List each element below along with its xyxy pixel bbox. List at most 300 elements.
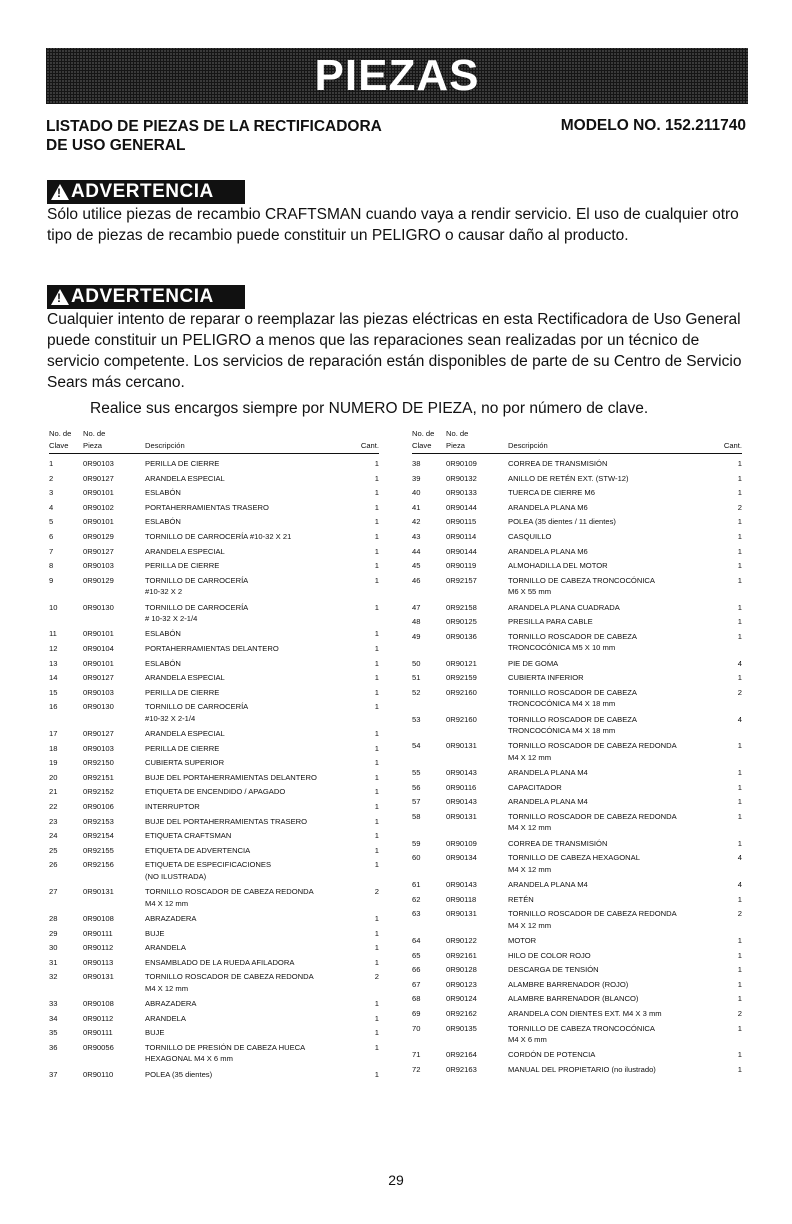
table-row: [412, 672, 742, 687]
quantity: 1: [737, 546, 742, 556]
quantity: 2: [374, 887, 379, 897]
col-key-header: No. de Clave: [412, 429, 435, 450]
key-number: 30: [49, 943, 58, 953]
quantity: 1: [374, 561, 379, 571]
part-number: 0R90103: [83, 743, 114, 753]
part-description: TORNILLO ROSCADOR DE CABEZA REDONDA M4 X 12 mm: [508, 909, 677, 930]
list-title: [46, 117, 382, 155]
table-row: [49, 575, 379, 602]
model-number: MODELO NO. 152.211740: [560, 117, 746, 134]
part-number: 0R92158: [446, 602, 477, 612]
table-row: [412, 575, 742, 602]
key-number: 33: [49, 999, 58, 1009]
key-number: 71: [412, 1050, 421, 1060]
quantity: 1: [737, 617, 742, 627]
part-description: ARANDELA PLANA M6: [508, 546, 588, 556]
part-description: CAPACITADOR: [508, 782, 562, 792]
table-row: [49, 701, 379, 728]
key-number: 10: [49, 602, 58, 612]
quantity: 1: [374, 845, 379, 855]
quantity: 1: [374, 546, 379, 556]
quantity: 1: [374, 502, 379, 512]
table-row: [412, 487, 742, 502]
table-row: [49, 516, 379, 531]
key-number: 41: [412, 502, 421, 512]
part-number: 0R90104: [83, 643, 114, 653]
key-number: 14: [49, 673, 58, 683]
key-number: 20: [49, 772, 58, 782]
table-row: [49, 971, 379, 998]
part-number: 0R90131: [446, 741, 477, 751]
part-number: 0R90101: [83, 488, 114, 498]
part-number: 0R90127: [83, 473, 114, 483]
table-row: [412, 879, 742, 894]
part-number: 0R90124: [446, 994, 477, 1004]
part-number: 0R92154: [83, 831, 114, 841]
warning-triangle-icon: [51, 184, 69, 200]
part-number: 0R90121: [446, 658, 477, 668]
order-note: Realice sus encargos siempre por NUMERO DE PIEZA, no por número de clave.: [90, 400, 649, 417]
part-number: 0R90113: [83, 957, 114, 967]
table-row: [49, 816, 379, 831]
part-number: 0R90122: [446, 936, 477, 946]
quantity: 4: [737, 714, 742, 724]
part-description: TORNILLO ROSCADOR DE CABEZA REDONDA M4 X 12 mm: [145, 972, 314, 993]
key-number: 45: [412, 561, 421, 571]
part-number: 0R90125: [446, 617, 477, 627]
table-row: [49, 1027, 379, 1042]
key-number: 47: [412, 602, 421, 612]
col-qty-header: Cant.: [360, 440, 379, 450]
part-number: 0R90114: [446, 531, 477, 541]
key-number: 4: [49, 502, 54, 512]
warning-badge-label: ADVERTENCIA: [71, 286, 214, 307]
part-description: ARANDELA ESPECIAL: [145, 546, 225, 556]
part-number: 0R90101: [83, 517, 114, 527]
quantity: 1: [737, 517, 742, 527]
part-description: CORREA DE TRANSMISIÓN: [508, 838, 608, 848]
quantity: 4: [737, 658, 742, 668]
part-number: 0R90109: [446, 838, 477, 848]
quantity: 1: [374, 517, 379, 527]
part-number: 0R90134: [446, 853, 477, 863]
key-number: 11: [49, 629, 57, 639]
list-title-line1: LISTADO DE PIEZAS DE LA RECTIFICADORA: [46, 118, 382, 135]
col-qty-header: Cant.: [723, 440, 742, 450]
part-number: 0R90111: [83, 1028, 113, 1038]
part-number: 0R90131: [83, 972, 114, 982]
table-row: [49, 643, 379, 658]
quantity: 1: [374, 802, 379, 812]
quantity: 1: [374, 1028, 379, 1038]
quantity: 1: [737, 979, 742, 989]
col-key-header: No. de Clave: [49, 429, 72, 450]
table-row: [412, 546, 742, 561]
key-number: 39: [412, 473, 421, 483]
quantity: 1: [374, 459, 379, 468]
quantity: 1: [374, 772, 379, 782]
quantity: 1: [374, 473, 379, 483]
key-number: 53: [412, 714, 421, 724]
part-description: TORNILLO DE CABEZA HEXAGONAL M4 X 12 mm: [508, 853, 640, 874]
quantity: 1: [374, 758, 379, 768]
part-number: 0R90112: [83, 1013, 114, 1023]
part-number: 0R90123: [446, 979, 477, 989]
quantity: 1: [374, 943, 379, 953]
part-number: 0R90131: [446, 909, 477, 919]
table-row: [49, 531, 379, 546]
key-number: 31: [49, 957, 58, 967]
part-number: 0R90143: [446, 797, 477, 807]
key-number: 40: [412, 488, 421, 498]
part-description: PERILLA DE CIERRE: [145, 687, 220, 697]
key-number: 17: [49, 729, 58, 739]
part-description: ESLABÓN: [145, 629, 181, 639]
table-row: [49, 687, 379, 702]
part-description: TORNILLO DE PRESIÓN DE CABEZA HUECA HEXAGONAL M4 X 6 mm: [145, 1043, 306, 1064]
part-number: 0R90101: [83, 658, 114, 668]
table-row: [412, 964, 742, 979]
part-description: ARANDELA ESPECIAL: [145, 729, 225, 739]
part-number: 0R92163: [446, 1065, 477, 1075]
quantity: 1: [737, 1023, 742, 1033]
part-description: TORNILLO DE CARROCERÍA # 10-32 X 2-1/4: [145, 602, 249, 623]
part-number: 0R92152: [83, 787, 114, 797]
quantity: 1: [374, 831, 379, 841]
table-row: [412, 811, 742, 838]
key-number: 62: [412, 894, 421, 904]
table-row: [49, 845, 379, 860]
table-row: [412, 1023, 742, 1050]
part-description: ARANDELA: [145, 1013, 186, 1023]
part-description: BUJE DEL PORTAHERRAMIENTAS DELANTERO: [145, 772, 317, 782]
part-number: 0R90112: [83, 943, 114, 953]
part-description: BUJE: [145, 1028, 165, 1038]
table-row: [49, 928, 379, 943]
part-number: 0R90136: [446, 631, 477, 641]
part-number: 0R90110: [83, 1069, 114, 1079]
part-description: TORNILLO ROSCADOR DE CABEZA TRONCOCÓNICA M5 X 10 mm: [508, 631, 637, 653]
part-description: ALAMBRE BARRENADOR (ROJO): [508, 979, 629, 989]
part-number: 0R90129: [83, 575, 114, 585]
quantity: 1: [374, 602, 379, 612]
key-number: 28: [49, 914, 58, 924]
part-number: 0R92162: [446, 1009, 477, 1019]
key-number: 7: [49, 546, 54, 556]
part-description: CORDÓN DE POTENCIA: [508, 1050, 596, 1060]
table-row: [49, 502, 379, 517]
part-number: 0R92155: [83, 845, 114, 855]
table-row: [412, 531, 742, 546]
quantity: 1: [737, 575, 742, 585]
quantity: 2: [737, 502, 742, 512]
table-row: [412, 852, 742, 879]
table-row: [412, 950, 742, 965]
key-number: 55: [412, 768, 421, 778]
table-row: [412, 616, 742, 631]
part-description: MOTOR: [508, 936, 537, 946]
warning-badge-label: ADVERTENCIA: [71, 181, 214, 202]
key-number: 70: [412, 1023, 421, 1033]
part-number: 0R90111: [83, 928, 113, 938]
quantity: 1: [374, 575, 379, 585]
quantity: 1: [374, 1043, 379, 1052]
table-row: [412, 782, 742, 797]
table-row: [412, 516, 742, 531]
part-description: BUJE DEL PORTAHERRAMIENTAS TRASERO: [145, 816, 308, 826]
table-row: [49, 942, 379, 957]
table-row: [412, 1008, 742, 1023]
part-description: POLEA (35 dientes): [145, 1069, 213, 1079]
key-number: 29: [49, 928, 58, 938]
table-row: [412, 658, 742, 673]
part-number: 0R90127: [83, 729, 114, 739]
part-description: CUBIERTA INFERIOR: [508, 673, 584, 683]
key-number: 42: [412, 517, 421, 527]
part-description: ABRAZADERA: [145, 999, 197, 1009]
warning-text-1: Sólo utilice piezas de recambio CRAFTSMAN cuando vaya a rendir servicio. El uso de cualquier otro tipo de piezas de recambio puede constituir un PELIGRO o causar daño al producto.: [47, 206, 739, 244]
quantity: 1: [737, 768, 742, 778]
part-description: ESLABÓN: [145, 658, 181, 668]
part-number: 0R90144: [446, 502, 477, 512]
table-row: [49, 757, 379, 772]
quantity: 1: [374, 488, 379, 498]
key-number: 72: [412, 1065, 421, 1075]
page-number: 29: [388, 1172, 404, 1188]
quantity: 1: [737, 631, 742, 641]
key-number: 54: [412, 741, 421, 751]
part-description: TORNILLO DE CABEZA TRONCOCÓNICA M6 X 55 mm: [508, 575, 655, 597]
part-description: PERILLA DE CIERRE: [145, 459, 220, 468]
part-number: 0R90133: [446, 488, 477, 498]
quantity: 1: [374, 860, 379, 870]
quantity: 1: [737, 531, 742, 541]
part-number: 0R92150: [83, 758, 114, 768]
table-row: [49, 628, 379, 643]
part-description: ARANDELA PLANA M4: [508, 880, 588, 890]
quantity: 1: [737, 1065, 742, 1075]
key-number: 23: [49, 816, 58, 826]
quantity: 1: [737, 894, 742, 904]
part-description: ARANDELA PLANA CUADRADA: [508, 602, 620, 612]
key-number: 9: [49, 575, 54, 585]
part-number: 0R90130: [83, 602, 114, 612]
part-description: ALAMBRE BARRENADOR (BLANCO): [508, 994, 639, 1004]
key-number: 66: [412, 965, 421, 975]
part-description: ARANDELA PLANA M4: [508, 797, 588, 807]
key-number: 15: [49, 687, 58, 697]
quantity: 1: [374, 643, 379, 653]
part-number: 0R90116: [446, 782, 477, 792]
key-number: 12: [49, 643, 58, 653]
table-row: [49, 473, 379, 488]
table-row: [412, 1049, 742, 1064]
key-number: 65: [412, 950, 421, 960]
key-number: 46: [412, 575, 421, 585]
quantity: 1: [374, 687, 379, 697]
quantity: 1: [737, 811, 742, 821]
part-number: 0R90103: [83, 687, 114, 697]
table-row: [49, 786, 379, 801]
col-desc-header: Descripción: [145, 440, 185, 450]
key-number: 67: [412, 979, 421, 989]
quantity: 2: [374, 972, 379, 982]
part-number: 0R90143: [446, 880, 477, 890]
quantity: 2: [737, 687, 742, 697]
key-number: 35: [49, 1028, 58, 1038]
part-number: 0R90135: [446, 1023, 477, 1033]
quantity: 1: [374, 914, 379, 924]
part-description: TORNILLO ROSCADOR DE CABEZA REDONDA M4 X 12 mm: [508, 811, 677, 833]
part-description: PERILLA DE CIERRE: [145, 743, 220, 753]
section-banner: [46, 48, 748, 104]
table-row: [49, 602, 379, 629]
part-number: 0R90108: [83, 999, 114, 1009]
table-row: [49, 658, 379, 673]
key-number: 18: [49, 743, 58, 753]
col-part-header: No. de Pieza: [83, 429, 106, 450]
key-number: 24: [49, 831, 58, 841]
quantity: 1: [737, 741, 742, 751]
quantity: 1: [374, 1069, 379, 1079]
warning-text-2: Cualquier intento de reparar o reemplazar las piezas eléctricas en esta Rectificadora de Uso General puede constituir un PELIGRO a menos que las reparaciones sean realizadas por un técnico de servicio competente. Los servicios de reparación están disponibles de parte de su Centro de Servicio Sears más cercano.: [47, 311, 742, 391]
part-number: 0R92160: [446, 714, 477, 724]
part-number: 0R90127: [83, 546, 114, 556]
key-number: 58: [412, 811, 421, 821]
table-row: [49, 560, 379, 575]
key-number: 44: [412, 546, 421, 556]
key-number: 1: [49, 459, 54, 468]
part-description: TORNILLO DE CARROCERÍA #10-32 X 2-1/4: [145, 702, 249, 723]
table-row: [49, 886, 379, 913]
part-description: TORNILLO DE CABEZA TRONCOCÓNICA M4 X 6 mm: [508, 1023, 655, 1045]
table-row: [412, 894, 742, 909]
part-description: BUJE: [145, 928, 165, 938]
table-row: [412, 767, 742, 782]
part-description: ETIQUETA DE ADVERTENCIA: [145, 845, 251, 855]
quantity: 2: [737, 909, 742, 919]
quantity: 1: [737, 459, 742, 468]
quantity: 1: [374, 957, 379, 967]
quantity: 1: [374, 531, 379, 541]
quantity: 1: [374, 743, 379, 753]
table-row: [49, 546, 379, 561]
table-row: [49, 957, 379, 972]
banner-title: PIEZAS: [314, 51, 480, 100]
quantity: 1: [737, 673, 742, 683]
table-row: [49, 801, 379, 816]
table-row: [49, 830, 379, 845]
part-number: 0R92160: [446, 687, 477, 697]
key-number: 32: [49, 972, 58, 982]
quantity: 1: [374, 999, 379, 1009]
key-number: 63: [412, 909, 421, 919]
part-number: 0R92157: [446, 575, 477, 585]
part-description: ARANDELA CON DIENTES EXT. M4 X 3 mm: [508, 1009, 662, 1019]
quantity: 1: [737, 950, 742, 960]
key-number: 2: [49, 473, 54, 483]
part-description: ARANDELA PLANA M4: [508, 768, 588, 778]
key-number: 8: [49, 561, 54, 571]
table-row: [412, 979, 742, 994]
key-number: 5: [49, 517, 54, 527]
part-description: ARANDELA ESPECIAL: [145, 473, 225, 483]
part-number: 0R90132: [446, 473, 477, 483]
part-number: 0R90115: [446, 517, 477, 527]
quantity: 1: [737, 1050, 742, 1060]
table-row: [412, 687, 742, 714]
parts-table-left: [49, 427, 379, 1083]
key-number: 36: [49, 1043, 58, 1052]
key-number: 68: [412, 994, 421, 1004]
part-description: TORNILLO ROSCADOR DE CABEZA REDONDA M4 X 12 mm: [145, 887, 314, 908]
key-number: 19: [49, 758, 58, 768]
key-number: 56: [412, 782, 421, 792]
part-number: 0R90129: [83, 531, 114, 541]
table-row: [49, 728, 379, 743]
quantity: 1: [737, 561, 742, 571]
part-description: MANUAL DEL PROPIETARIO (no ilustrado): [508, 1065, 656, 1075]
quantity: 1: [374, 1013, 379, 1023]
key-number: 52: [412, 687, 421, 697]
table-row: [49, 1013, 379, 1028]
table-header: [49, 427, 379, 454]
part-number: 0R90127: [83, 673, 114, 683]
quantity: 1: [737, 965, 742, 975]
quantity: 1: [374, 702, 379, 712]
table-row: [412, 740, 742, 767]
part-description: CASQUILLO: [508, 531, 552, 541]
quantity: 1: [374, 816, 379, 826]
quantity: 1: [737, 602, 742, 612]
table-row: [412, 993, 742, 1008]
part-description: HILO DE COLOR ROJO: [508, 950, 591, 960]
key-number: 22: [49, 802, 58, 812]
part-description: RETÉN: [508, 894, 534, 904]
key-number: 38: [412, 459, 421, 468]
part-number: 0R90103: [83, 561, 114, 571]
part-description: CORREA DE TRANSMISIÓN: [508, 459, 608, 468]
part-description: ETIQUETA CRAFTSMAN: [145, 831, 232, 841]
key-number: 61: [412, 880, 421, 890]
part-description: ANILLO DE RETÉN EXT. (STW-12): [508, 473, 629, 483]
part-description: TORNILLO ROSCADOR DE CABEZA REDONDA M4 X 12 mm: [508, 741, 677, 762]
part-description: TORNILLO DE CARROCERÍA #10-32 X 2: [145, 575, 249, 597]
list-title-line2: DE USO GENERAL: [46, 137, 186, 154]
part-description: ARANDELA: [145, 943, 186, 953]
part-number: 0R92156: [83, 860, 114, 870]
table-row: [412, 502, 742, 517]
key-number: 26: [49, 860, 58, 870]
quantity: 1: [737, 473, 742, 483]
part-number: 0R92159: [446, 673, 477, 683]
key-number: 37: [49, 1069, 58, 1079]
part-number: 0R90108: [83, 914, 114, 924]
part-description: ESLABÓN: [145, 517, 181, 527]
quantity: 1: [737, 488, 742, 498]
table-row: [49, 859, 379, 886]
part-number: 0R90103: [83, 459, 114, 468]
col-part-header: No. de Pieza: [446, 429, 469, 450]
quantity: 1: [737, 994, 742, 1004]
key-number: 3: [49, 488, 54, 498]
part-number: 0R90131: [446, 811, 477, 821]
part-description: INTERRUPTOR: [145, 802, 200, 812]
table-row: [412, 473, 742, 488]
part-number: 0R90130: [83, 702, 114, 712]
part-number: 0R90102: [83, 502, 114, 512]
table-row: [412, 908, 742, 935]
